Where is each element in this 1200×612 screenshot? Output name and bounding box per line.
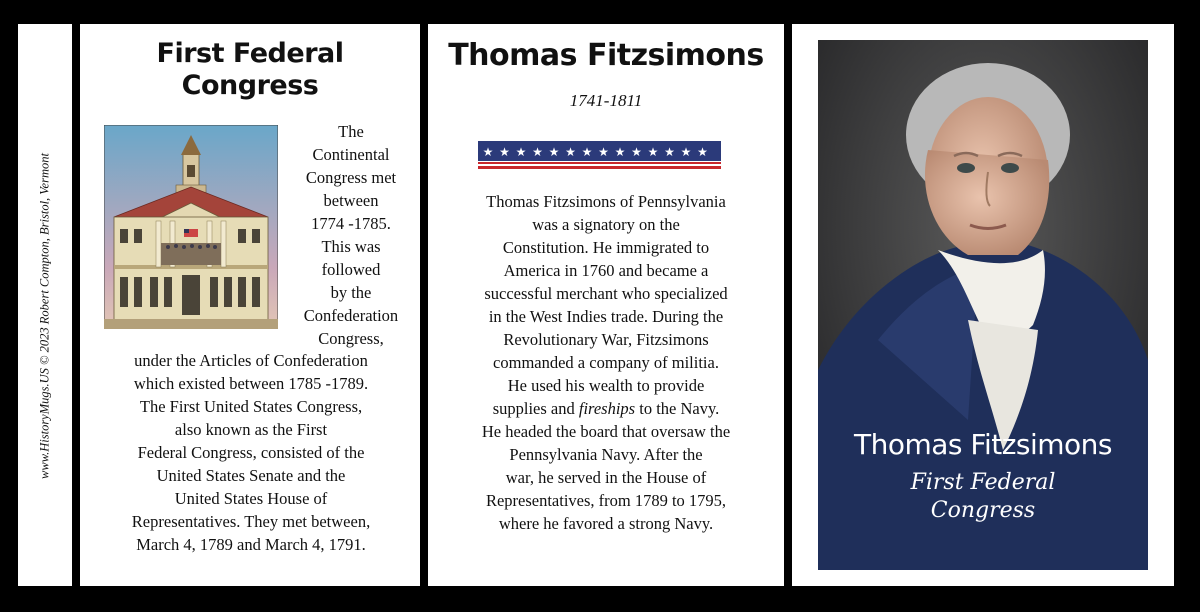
text-line: Congress, — [318, 329, 384, 348]
text-segment: supplies and — [492, 399, 579, 418]
text-line: which existed between 1785 -1789. — [133, 374, 369, 393]
star-icon: ★ — [647, 145, 659, 159]
copyright-text: www.HistoryMugs.US © 2023 Robert Compton, Bristol, Vermont — [37, 153, 52, 479]
text-line: Constitution. He immigrated to — [502, 238, 710, 257]
star-icon: ★ — [664, 145, 675, 159]
text-line: March 4, 1789 and March 4, 1791. — [136, 535, 366, 554]
portrait-panel — [792, 24, 1174, 586]
caption-subtitle: First Federal — [910, 470, 1056, 495]
spine-panel — [18, 24, 72, 586]
text-line: was a signatory on the — [532, 215, 680, 234]
star-icon: ★ — [565, 145, 576, 159]
text-line: United States House of — [174, 489, 328, 508]
title-line: First Federal — [156, 38, 344, 69]
star-icon: ★ — [532, 145, 543, 159]
star-icon: ★ — [515, 145, 527, 159]
text-line: followed — [321, 260, 381, 279]
text-line: also known as the First — [174, 420, 328, 439]
star-icon: ★ — [482, 145, 494, 159]
star-icon: ★ — [697, 145, 708, 159]
text-line: Representatives, from 1789 to 1795, — [485, 491, 727, 510]
star-icon: ★ — [548, 145, 560, 159]
text-segment: to the Navy. — [635, 399, 720, 418]
text-line: Federal Congress, consisted of the — [137, 443, 365, 462]
text-line: United States Senate and the — [156, 466, 346, 485]
text-line: Congress met — [305, 168, 397, 187]
text-line: where he favored a strong Navy. — [498, 514, 714, 533]
text-line: This was — [321, 237, 381, 256]
text-line: He used his wealth to provide — [507, 376, 705, 395]
text-line: by the — [330, 283, 372, 302]
stars-stripes-banner — [478, 141, 721, 171]
text-line: in the West Indies trade. During the — [488, 307, 724, 326]
star-icon: ★ — [680, 145, 692, 159]
text-line: Continental — [312, 145, 390, 164]
text-line: The — [338, 122, 364, 141]
biography-panel — [428, 24, 784, 586]
panel-title — [80, 38, 420, 102]
congress-text — [90, 349, 412, 556]
text-line: Thomas Fitzsimons of Pennsylvania — [486, 192, 726, 211]
text-line: Pennsylvania Navy. After the — [509, 445, 703, 464]
intro-text — [285, 120, 417, 350]
text-line: America in 1760 and became a — [503, 261, 709, 280]
text-line: Confederation — [303, 306, 399, 325]
biography-text — [440, 190, 772, 535]
text-line: between — [323, 191, 379, 210]
life-dates: 1741-1811 — [569, 91, 643, 110]
caption-name: Thomas Fitzsimons — [853, 428, 1113, 461]
italic-term: fireships — [578, 399, 636, 418]
star-icon: ★ — [499, 145, 510, 159]
caption-subtitle: Congress — [930, 498, 1036, 523]
text-line: He headed the board that oversaw the — [481, 422, 731, 441]
federal-hall-illustration — [104, 125, 278, 329]
star-icon: ★ — [614, 145, 626, 159]
star-icon: ★ — [631, 145, 642, 159]
text-line: successful merchant who specialized — [484, 284, 728, 303]
text-line: 1774 -1785. — [311, 214, 391, 233]
text-line: Revolutionary War, Fitzsimons — [503, 330, 709, 349]
text-line: The First United States Congress, — [139, 397, 363, 416]
congress-info-panel — [80, 24, 420, 586]
text-line: under the Articles of Confederation — [134, 351, 368, 370]
text-line: war, he served in the House of — [505, 468, 707, 487]
star-icon: ★ — [581, 145, 593, 159]
person-name: Thomas Fitzsimons — [448, 38, 764, 73]
star-icon: ★ — [598, 145, 609, 159]
title-line: Congress — [181, 70, 319, 101]
text-line: commanded a company of militia. — [493, 353, 719, 372]
text-line: Representatives. They met between, — [131, 512, 371, 531]
text-line — [440, 397, 772, 420]
